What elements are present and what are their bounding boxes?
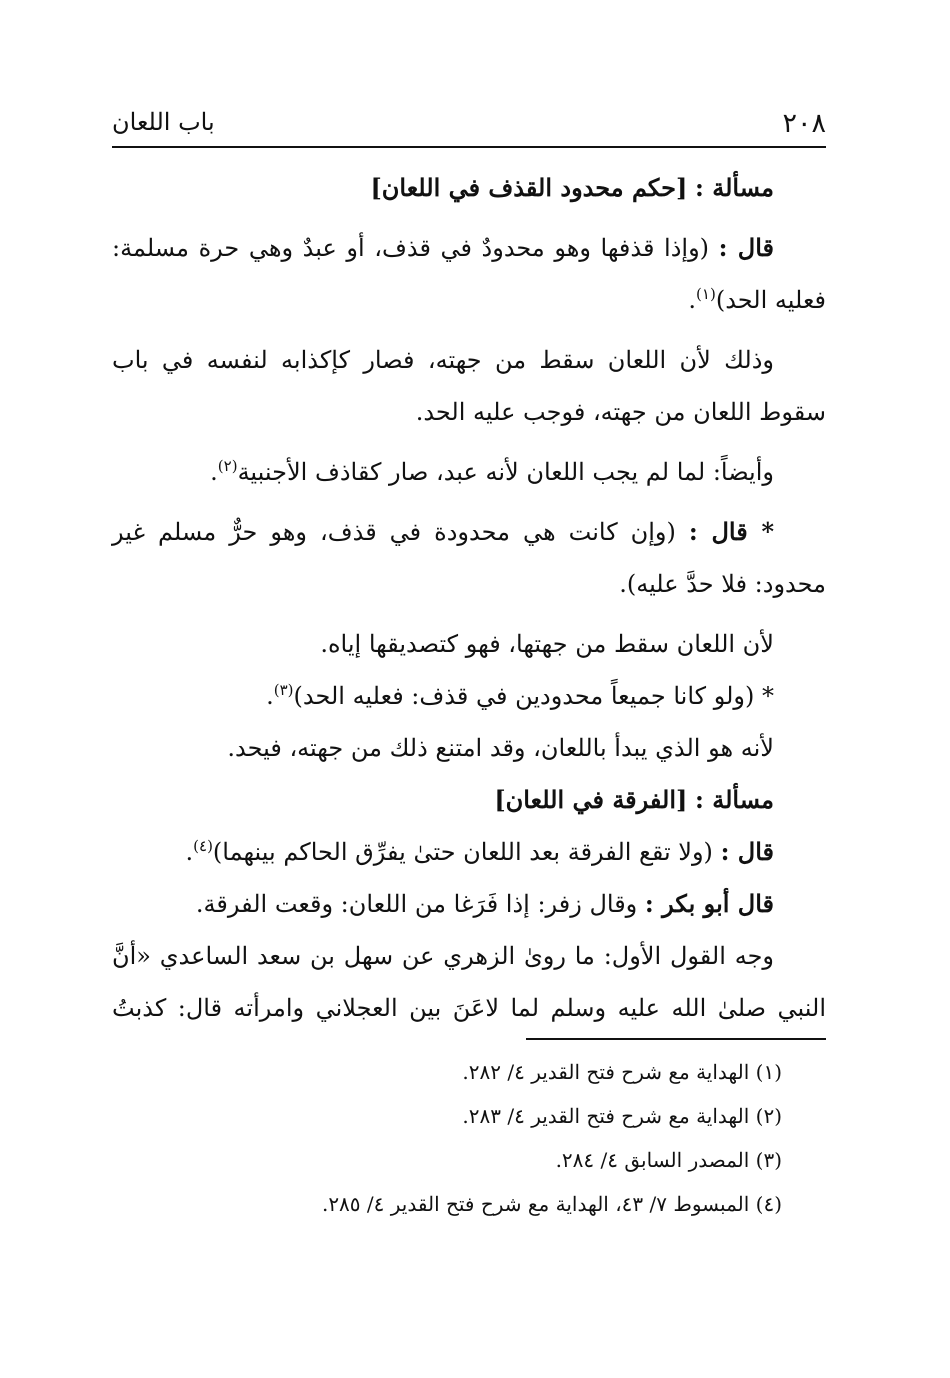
footnote: (٣) المصدر السابق ٤/ ٢٨٤. xyxy=(555,1148,782,1172)
footnotes xyxy=(112,1050,826,1226)
paragraph: * (ولو كانا جميعاً محدودين في قذف: فعليه الحد)$^{(٣)}$. xyxy=(266,681,774,710)
abu-bakr-label: قال أبو بكر : xyxy=(644,889,774,918)
paragraph-line xyxy=(112,386,826,438)
text-line: سقوط اللعان من جهته، فوجب عليه الحد. xyxy=(415,398,826,426)
footnote: (١) الهداية مع شرح فتح القدير ٤/ ٢٨٢. xyxy=(462,1060,782,1084)
issue-label: مسألة : xyxy=(695,785,774,814)
page-number: ٢٠٨ xyxy=(782,108,826,139)
issue-heading xyxy=(112,162,826,214)
paragraph: قال : (ولا تقع الفرقة بعد اللعان حتىٰ يفرِّق الحاكم بينهما)$^{(٤)}$. xyxy=(185,837,774,866)
paragraph-line xyxy=(112,982,826,1034)
qal-label: * قال : xyxy=(688,517,774,546)
text-line: النبي صلىٰ الله عليه وسلم لما لاعَنَ بين العجلاني وامرأته قال: كذبتُ xyxy=(112,994,827,1022)
paragraph-line: فعليه الحد)$^{(١)}$. xyxy=(688,285,826,314)
footnote: (٤) المبسوط ٧/ ٤٣، الهداية مع شرح فتح القدير ٤/ ٢٨٥. xyxy=(321,1192,782,1216)
paragraph xyxy=(112,334,826,386)
text-line: فعليه الحد) xyxy=(715,286,826,314)
running-header xyxy=(112,108,826,144)
issue-title: [الفرقة في اللعان] xyxy=(494,785,688,814)
text-line: وجه القول الأول: ما رویٰ الزهري عن سهل بن سعد الساعدي «أنَّ xyxy=(112,942,774,970)
header-rule xyxy=(112,146,826,148)
paragraph xyxy=(112,722,826,774)
book-page xyxy=(112,0,826,1378)
text-line: * (ولو كانا جميعاً محدودين في قذف: فعليه الحد) xyxy=(293,682,774,710)
chapter-title: باب اللعان xyxy=(112,108,215,136)
text-line: وقال زفر: إذا فَرَغا من اللعان: وقعت الفرقة. xyxy=(195,890,638,918)
main-text xyxy=(112,162,826,1034)
paragraph xyxy=(112,506,826,558)
paragraph xyxy=(112,930,826,982)
text-line: لأنه هو الذي يبدأ باللعان، وقد امتنع ذلك من جهته، فيحد. xyxy=(227,734,774,762)
footnote-ref: (٤) xyxy=(193,837,213,855)
footnote-ref: (١) xyxy=(696,285,716,303)
footnote-separator xyxy=(526,1038,826,1040)
footnote-ref: (٢) xyxy=(217,457,238,475)
text-line: (وإن كانت هي محدودة في قذف، وهو حرٌّ مسلم غير xyxy=(112,518,676,546)
footnote: (٢) الهداية مع شرح فتح القدير ٤/ ٢٨٣. xyxy=(462,1104,782,1128)
text-line: (ولا تقع الفرقة بعد اللعان حتىٰ يفرِّق الحاكم بينهما) xyxy=(212,838,713,866)
issue-title: [حكم محدود القذف في اللعان] xyxy=(370,173,688,202)
paragraph-line xyxy=(112,558,826,610)
paragraph xyxy=(112,618,826,670)
qal-label: قال : xyxy=(720,837,774,866)
qal-label: قال : xyxy=(718,233,774,262)
text-line: وذلك لأن اللعان سقط من جهته، فصار كإكذابه لنفسه في باب xyxy=(112,346,774,374)
text-line: محدود: فلا حدَّ عليه). xyxy=(619,570,826,598)
issue-label: مسألة : xyxy=(695,173,774,202)
text-line: وأيضاً: لما لم يجب اللعان لأنه عبد، صار كقاذف الأجنبية xyxy=(237,458,774,486)
text-line: (وإذا قذفها وهو محدودٌ في قذف، أو عبدٌ وهي حرة مسلمة: xyxy=(112,234,710,262)
paragraph xyxy=(112,222,826,274)
paragraph: وأيضاً: لما لم يجب اللعان لأنه عبد، صار كقاذف الأجنبية$^{(٢)}$. xyxy=(210,457,774,486)
issue-heading xyxy=(112,774,826,826)
paragraph xyxy=(112,878,826,930)
footnote-ref: (٣) xyxy=(273,681,294,699)
text-line: لأن اللعان سقط من جهتها، فهو كتصديقها إياه. xyxy=(320,630,774,658)
